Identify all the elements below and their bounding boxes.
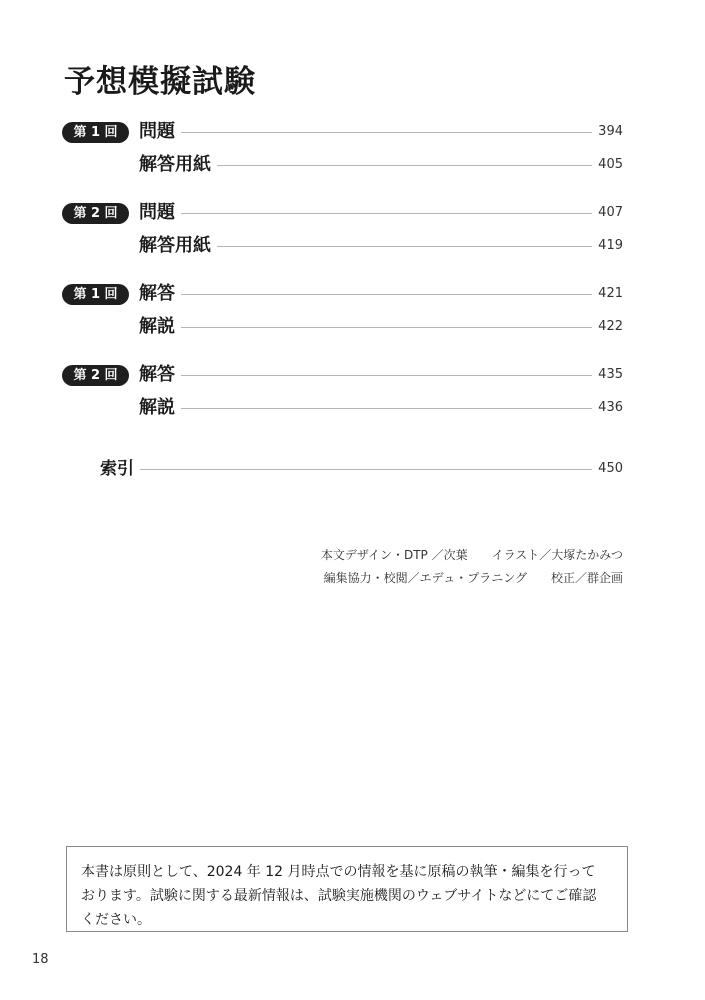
round-badge: 第 1 回 (62, 284, 129, 305)
notice-line: 本書は原則として、2024 年 12 月時点での情報を基に原稿の執筆・編集を行って (81, 864, 596, 880)
toc-row[interactable] (0, 231, 705, 261)
toc-row[interactable] (0, 393, 705, 423)
toc-row-index[interactable] (0, 454, 705, 484)
leader-line (217, 165, 592, 166)
toc-label: 解説 (139, 316, 175, 337)
notice-line: ください。 (81, 912, 151, 928)
toc-label: 解説 (139, 397, 175, 418)
toc-row[interactable] (0, 312, 705, 342)
credits-line-editing: 編集協力・校閲／エデュ・プラニング 校正／群企画 (323, 571, 623, 585)
leader-line (181, 213, 592, 214)
toc-label: 解答 (139, 364, 175, 385)
notice-line: おります。試験に関する最新情報は、試験実施機関のウェブサイトなどにてご確認 (81, 888, 597, 904)
toc-label: 問題 (139, 121, 175, 142)
toc-page-number: 421 (598, 286, 623, 301)
leader-line (217, 246, 592, 247)
index-page-number: 450 (598, 461, 623, 476)
leader-line (181, 132, 592, 133)
toc-row[interactable] (0, 360, 705, 390)
toc-page-number: 407 (598, 205, 623, 220)
round-badge: 第 2 回 (62, 203, 129, 224)
toc-page-number: 435 (598, 367, 623, 382)
toc-page-number: 394 (598, 124, 623, 139)
leader-line (181, 375, 592, 376)
toc-label: 問題 (139, 202, 175, 223)
toc-page-number: 436 (598, 400, 623, 415)
toc-row[interactable] (0, 117, 705, 147)
page-title: 予想模擬試験 (64, 64, 256, 100)
toc-label: 解答 (139, 283, 175, 304)
leader-line (181, 327, 592, 328)
leader-line (181, 294, 592, 295)
toc-label: 解答用紙 (139, 235, 211, 256)
notice-box (66, 846, 628, 932)
toc-page-number: 405 (598, 157, 623, 172)
round-badge: 第 1 回 (62, 122, 129, 143)
toc-label: 解答用紙 (139, 154, 211, 175)
leader-line (181, 408, 592, 409)
toc-page-number: 419 (598, 238, 623, 253)
credits-line-design: 本文デザイン・DTP ／次葉 イラスト／大塚たかみつ (320, 548, 623, 562)
toc-row[interactable] (0, 150, 705, 180)
index-label: 索引 (100, 459, 134, 479)
toc-row[interactable] (0, 279, 705, 309)
page-number: 18 (32, 952, 49, 967)
toc-row[interactable] (0, 198, 705, 228)
round-badge: 第 2 回 (62, 365, 129, 386)
leader-line (140, 469, 592, 470)
toc-page-number: 422 (598, 319, 623, 334)
